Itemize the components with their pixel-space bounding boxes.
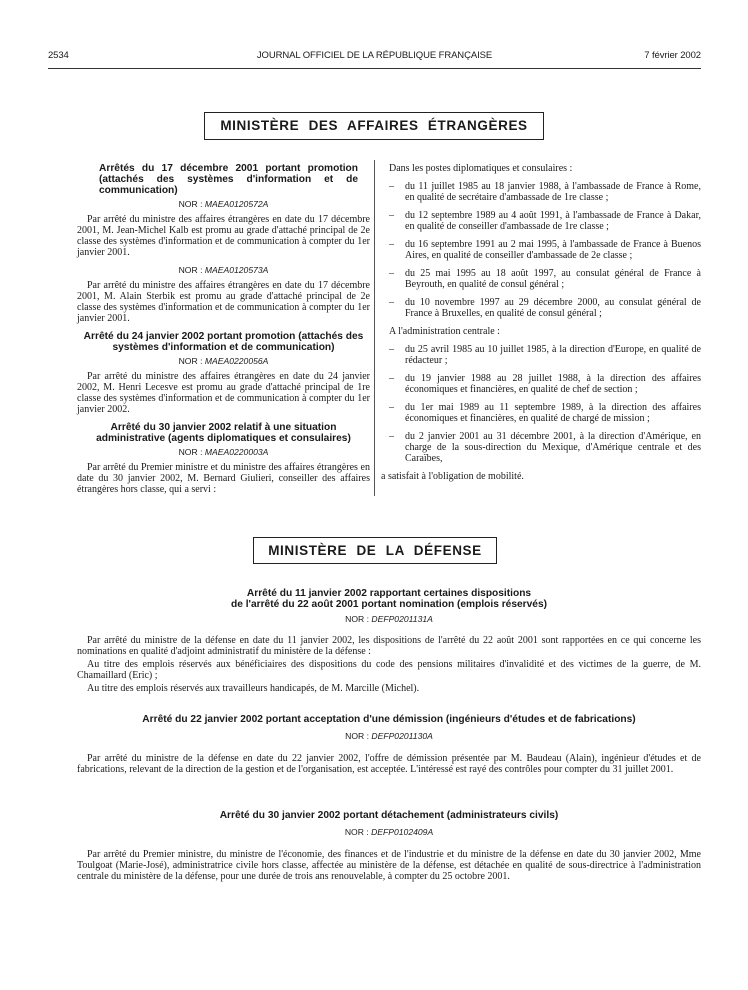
nor-label: NOR : (178, 356, 203, 366)
dash-marker: – (389, 402, 394, 413)
list-item (389, 268, 701, 290)
decree-title: Arrêté du 30 janvier 2002 portant détachement (administrateurs civils) (219, 810, 559, 821)
conclusion: a satisfait à l'obligation de mobilité. (381, 471, 524, 482)
running-head (48, 50, 701, 64)
decree-paragraph: Par arrêté du ministre de la défense en date du 22 janvier 2002, l'offre de démission présentée par M. Baudeau (Alain), ingénieur d'études et de fabrications, relevant de la direction de la gestion et de l'organisation, est acceptée. L'intéressé est rayé des contrôles pour compter du 31 juillet 2001. (77, 753, 701, 775)
nor-code: MAEA0220056A (204, 356, 269, 366)
nor-reference (77, 827, 701, 838)
right-column (381, 163, 701, 489)
dash-marker: – (389, 431, 394, 442)
decree-paragraph: Par arrêté du ministre de la défense en date du 11 janvier 2002, les dispositions de l'arrêté du 22 août 2001 sont rapportées en ce qui concerne les nominations en qualité d'adjoint administratif du ministère de la défense : (77, 635, 701, 657)
postes-list (381, 181, 701, 319)
list-item (389, 344, 701, 366)
dash-marker: – (389, 239, 394, 250)
list-item (389, 402, 701, 424)
journal-title: JOURNAL OFFICIEL DE LA RÉPUBLIQUE FRANÇAISE (256, 50, 493, 61)
list-item-text: du 12 septembre 1989 au 4 août 1991, à l'ambassade de France à Dakar, en qualité de conseiller d'ambassade de 1re classe ; (405, 210, 701, 232)
nor-label: NOR : (345, 731, 369, 741)
decree-paragraph: Au titre des emplois réservés aux travailleurs handicapés, de M. Marcille (Michel). (87, 683, 420, 694)
nor-reference (77, 265, 370, 276)
decree-title: Arrêtés du 17 décembre 2001 portant promotion (attachés des systèmes d'information et de communication) (99, 163, 358, 196)
page-number: 2534 (48, 50, 69, 61)
nor-label: NOR : (178, 265, 203, 275)
list-item (389, 373, 701, 395)
list-item-text: du 10 novembre 1997 au 29 décembre 2000, au consulat général de France à Bruxelles, en qualité de consul général ; (405, 297, 701, 319)
list-item-text: du 25 avril 1985 au 10 juillet 1985, à la direction d'Europe, en qualité de rédacteur ; (405, 344, 701, 366)
nor-label: NOR : (178, 447, 203, 457)
decree-paragraph: Par arrêté du ministre des affaires étrangères en date du 17 décembre 2001, M. Alain Sterbik est promu au grade d'attaché principal de 2e classe des systèmes d'information et de communication à compter du 1er janvier 2001. (77, 280, 370, 324)
decree-paragraph: Par arrêté du ministre des affaires étrangères en date du 17 décembre 2001, M. Jean-Michel Kalb est promu au grade d'attaché principal de 2e classe des systèmes d'information et de communication à compter du 1er janvier 2001. (77, 214, 370, 258)
dash-marker: – (389, 210, 394, 221)
decree-title-line: de l'arrêté du 22 août 2001 portant nomination (emplois réservés) (230, 599, 548, 610)
ministry-heading-defense: MINISTÈRE DE LA DÉFENSE (253, 537, 497, 564)
dash-marker: – (389, 297, 394, 308)
issue-date: 7 février 2002 (644, 50, 701, 61)
decree-paragraph: Par arrêté du Premier ministre et du ministre des affaires étrangères en date du 30 janvier 2002, M. Bernard Giulieri, conseiller des affaires étrangères hors classe, qui a servi : (77, 462, 370, 495)
nor-label: NOR : (345, 614, 369, 624)
decree-title: Arrêté du 22 janvier 2002 portant acceptation d'une démission (ingénieurs d'études et de fabrications) (142, 714, 636, 725)
nor-reference (77, 447, 370, 458)
centrale-intro: A l'administration centrale : (389, 326, 500, 337)
nor-label: NOR : (178, 199, 203, 209)
decree-title-line: Arrêté du 11 janvier 2002 rapportant certaines dispositions (246, 588, 532, 599)
nor-code: DEFP0201131A (371, 614, 433, 624)
list-item (389, 431, 701, 464)
decree-paragraph: Par arrêté du Premier ministre, du ministre de l'économie, des finances et de l'industrie et du ministre de la défense en date du 30 janvier 2002, Mme Toulgoat (Marie-José), administratrice civile hors classe, affectée au ministère de la défense, est détachée en qualité de sous-directrice à l'administration centrale du ministère de la défense, pour une durée de trois ans renouvelable, à compter du 25 octobre 2001. (77, 849, 701, 882)
list-item-text: du 25 mai 1995 au 18 août 1997, au consulat général de France à Beyrouth, en qualité de consul général ; (405, 268, 701, 290)
list-item-text: du 11 juillet 1985 au 18 janvier 1988, à l'ambassade de France à Rome, en qualité de secrétaire d'ambassade de 1re classe ; (405, 181, 701, 203)
list-item-text: du 1er mai 1989 au 11 septembre 1989, à la direction des affaires économiques et financières, en qualité de chargé de mission ; (405, 402, 701, 424)
dash-marker: – (389, 181, 394, 192)
nor-code: MAEA0220003A (204, 447, 269, 457)
nor-reference (77, 356, 370, 367)
defense-decree-2 (77, 714, 701, 777)
nor-reference (77, 614, 701, 625)
dash-marker: – (389, 344, 394, 355)
dash-marker: – (389, 268, 394, 279)
postes-intro: Dans les postes diplomatiques et consulaires : (389, 163, 573, 174)
nor-code: MAEA0120572A (204, 199, 269, 209)
list-item (389, 239, 701, 261)
nor-reference (77, 731, 701, 742)
nor-code: MAEA0120573A (204, 265, 269, 275)
centrale-list (381, 344, 701, 464)
nor-reference (77, 199, 370, 210)
list-item (389, 181, 701, 203)
decree-paragraph: Par arrêté du ministre des affaires étrangères en date du 24 janvier 2002, M. Henri Lecesve est promu au grade d'attaché principal de 1re classe des systèmes d'information et de communication à compter du 1er janvier 2002. (77, 371, 370, 415)
decree-paragraph: Au titre des emplois réservés aux bénéficiaires des dispositions du code des pensions militaires d'invalidité et des victimes de la guerre, de M. Chamaillard (Eric) ; (77, 659, 701, 681)
ministry-heading-affaires-etrangeres: MINISTÈRE DES AFFAIRES ÉTRANGÈRES (204, 112, 544, 140)
decree-title: Arrêté du 30 janvier 2002 relatif à une situation administrative (agents diplomatiques et consulaires) (96, 422, 351, 444)
list-item-text: du 2 janvier 2001 au 31 décembre 2001, à la direction d'Amérique, en charge de la sous-direction du Mexique, d'Amérique centrale et des Caraïbes, (405, 431, 701, 464)
dash-marker: – (389, 373, 394, 384)
column-divider (374, 160, 375, 496)
list-item (389, 297, 701, 319)
nor-code: DEFP0201130A (371, 731, 433, 741)
list-item-text: du 16 septembre 1991 au 2 mai 1995, à l'ambassade de France à Buenos Aires, en qualité de conseiller d'ambassade de 2e classe ; (405, 239, 701, 261)
decree-title (77, 588, 701, 610)
defense-decree-3 (77, 810, 701, 884)
nor-label: NOR : (344, 827, 369, 837)
left-column (77, 163, 370, 502)
list-item (389, 210, 701, 232)
header-rule (48, 68, 701, 69)
list-item-text: du 19 janvier 1988 au 28 juillet 1988, à la direction des affaires économiques et financières, en qualité de chef de section ; (405, 373, 701, 395)
decree-title: Arrêté du 24 janvier 2002 portant promotion (attachés des systèmes d'information et de communication) (83, 331, 364, 353)
nor-code: DEFP0102409A (371, 827, 434, 837)
defense-decree-1 (77, 588, 701, 696)
